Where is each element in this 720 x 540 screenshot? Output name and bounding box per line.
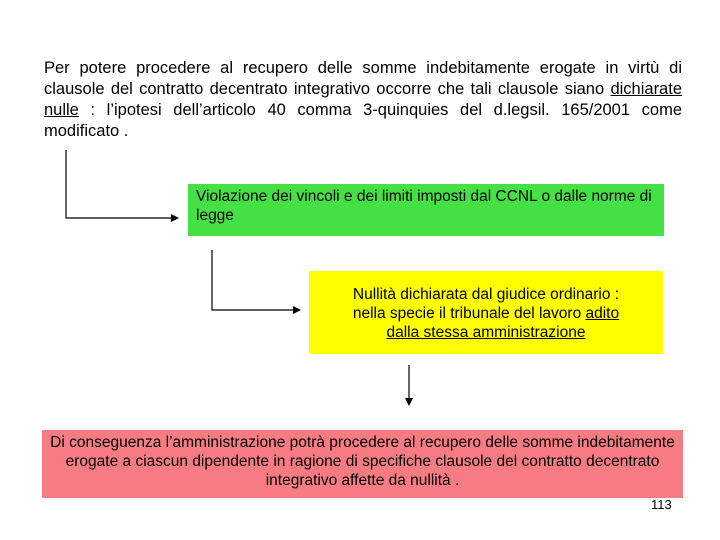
- intro-text-2: : l’ipotesi dell’articolo 40 comma 3-quinquies del d.legsil. 165/2001 come modificato .: [44, 101, 682, 140]
- intro-underlined-nulle: nulle: [44, 101, 79, 119]
- box-nullita-line2: [319, 304, 653, 323]
- box-conseguenza-text: Di conseguenza l’amministrazione potrà procedere al recupero delle somme indebitamente erogate a ciascun dipendente in ragione di specifiche clausole del contratto decentrato integrativo affette da nullità .: [50, 434, 675, 489]
- intro-text-1: Per potere procedere al recupero delle somme indebitamente erogate in virtù di clausole del contratto decentrato integrativo occorre che tali clausole siano: [44, 59, 682, 98]
- arrow-to-violazione: [66, 150, 178, 218]
- box-violazione: [188, 184, 664, 236]
- intro-underlined-dichiarate: dichiarate: [610, 80, 682, 98]
- box-nullita-line2-text: nella specie il tribunale del lavoro: [352, 305, 586, 322]
- box-conseguenza: [42, 430, 683, 498]
- page-number: 113: [651, 497, 672, 512]
- box-nullita-line3: dalla stessa amministrazione: [386, 324, 586, 341]
- arrow-to-nullita: [212, 250, 300, 310]
- box-violazione-text: Violazione dei vincoli e dei limiti imposti dal CCNL o dalle norme di legge: [196, 188, 652, 224]
- box-nullita: [309, 271, 663, 354]
- box-nullita-line1: Nullità dichiarata dal giudice ordinario :: [352, 286, 620, 303]
- box-nullita-adito: adito: [585, 305, 620, 322]
